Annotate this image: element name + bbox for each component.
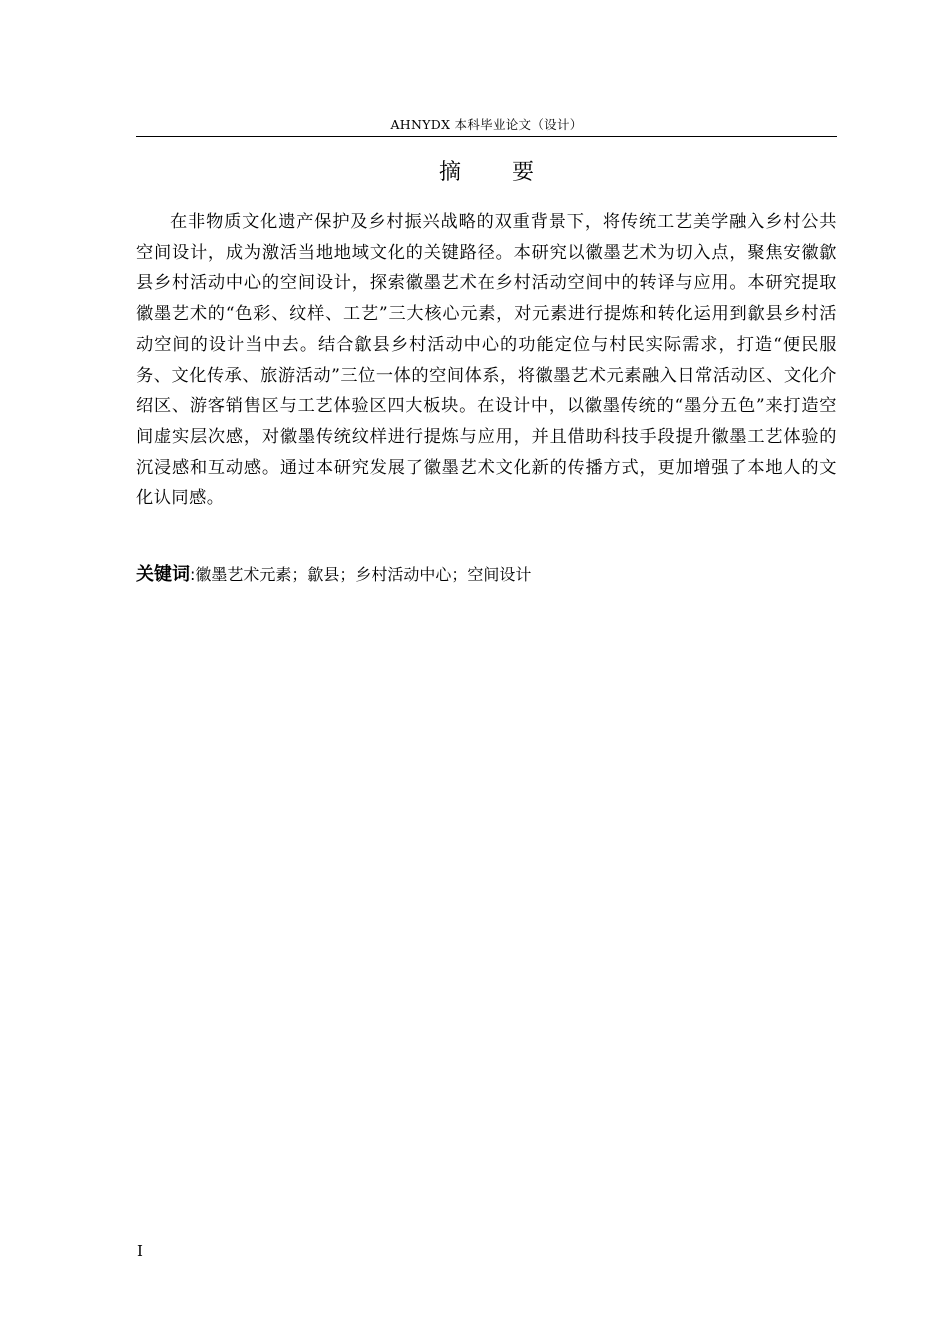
page-number: I: [137, 1242, 143, 1260]
keywords-line: [136, 560, 837, 590]
running-header: AHNYDX 本科毕业论文（设计）: [136, 114, 837, 137]
keywords-separator: :: [190, 565, 196, 584]
keywords-text: 徽墨艺术元素；歙县；乡村活动中心；空间设计: [195, 565, 532, 584]
keywords-label: 关键词: [136, 564, 190, 585]
abstract-title: 摘 要: [439, 160, 556, 185]
abstract-body: 在非物质文化遗产保护及乡村振兴战略的双重背景下，将传统工艺美学融入乡村公共空间设计，成为激活当地地域文化的关键路径。本研究以徽墨艺术为切入点，聚焦安徽歙县乡村活动中心的空间设计，探索徽墨艺术在乡村活动空间中的转译与应用。本研究提取徽墨艺术的“色彩、纹样、工艺”三大核心元素，对元素进行提炼和转化运用到歙县乡村活动空间的设计当中去。结合歙县乡村活动中心的功能定位与村民实际需求，打造“便民服务、文化传承、旅游活动”三位一体的空间体系，将徽墨艺术元素融入日常活动区、文化介绍区、游客销售区与工艺体验区四大板块。在设计中，以徽墨传统的“墨分五色”来打造空间虚实层次感，对徽墨传统纹样进行提炼与应用，并且借助科技手段提升徽墨工艺体验的沉浸感和互动感。通过本研究发展了徽墨艺术文化新的传播方式，更加增强了本地人的文化认同感。: [136, 212, 837, 509]
